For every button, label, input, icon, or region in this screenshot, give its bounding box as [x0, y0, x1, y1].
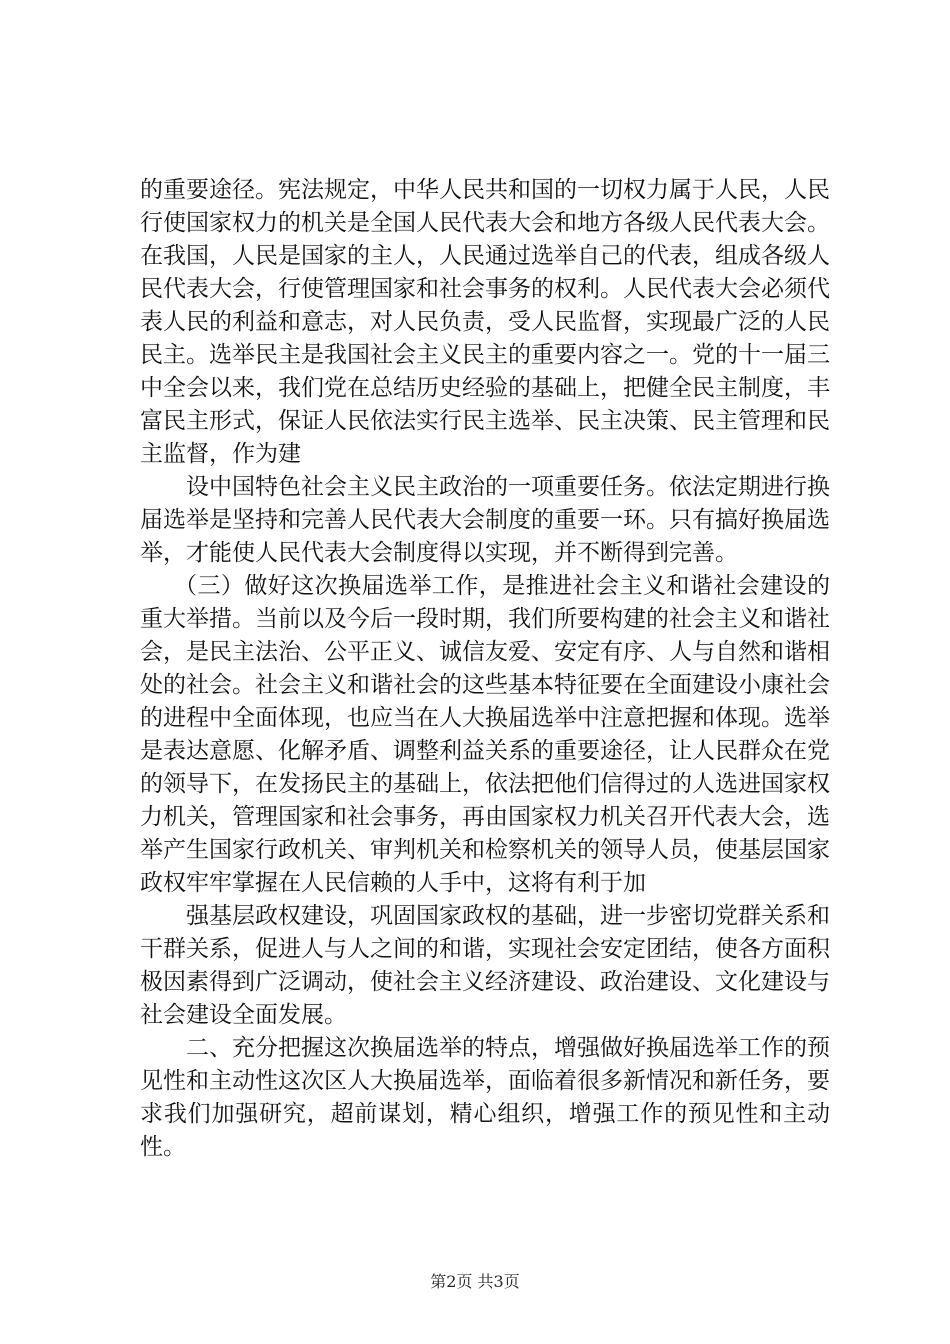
page-number-footer: 第2页 共3页 — [430, 1272, 520, 1291]
paragraph-4: 强基层政权建设，巩固国家政权的基础，进一步密切党群关系和干群关系，促进人与人之间的和谐，实现社会安定团结，使各方面积极因素得到广泛调动，使社会主义经济建设、政治建设、文化建设与社会建设全面发展。 — [140, 903, 830, 1028]
paragraph-2: 设中国特色社会主义民主政治的一项重要任务。依法定期进行换届选举是坚持和完善人民代表大会制度的重要一环。只有搞好换届选举，才能使人民代表大会制度得以实现，并不断得到完善。 — [140, 474, 830, 566]
document-body — [140, 174, 830, 1164]
paragraph-5: 二、充分把握这次换届选举的特点，增强做好换届选举工作的预见性和主动性这次区人大换届选举，面临着很多新情况和新任务，要求我们加强研究，超前谋划，精心组织，增强工作的预见性和主动性。 — [140, 1035, 830, 1160]
paragraph-3: （三）做好这次换届选举工作，是推进社会主义和谐社会建设的重大举措。当前以及今后一段时期，我们所要构建的社会主义和谐社会，是民主法治、公平正义、诚信友爱、安定有序、人与自然和谐相处的社会。社会主义和谐社会的这些基本特征要在全面建设小康社会的进程中全面体现，也应当在人大换届选举中注意把握和体现。选举是表达意愿、化解矛盾、调整利益关系的重要途径，让人民群众在党的领导下，在发扬民主的基础上，依法把他们信得过的人选进国家权力机关，管理国家和社会事务，再由国家权力机关召开代表大会，选举产生国家行政机关、审判机关和检察机关的领导人员，使基层国家政权牢牢掌握在人民信赖的人手中，这将有利于加 — [140, 573, 830, 896]
paragraph-1: 的重要途径。宪法规定，中华人民共和国的一切权力属于人民，人民行使国家权力的机关是全国人民代表大会和地方各级人民代表大会。在我国，人民是国家的主人，人民通过选举自己的代表，组成各级人民代表大会，行使管理国家和社会事务的权利。人民代表大会必须代表人民的利益和意志，对人民负责，受人民监督，实现最广泛的人民民主。选举民主是我国社会主义民主的重要内容之一。党的十一届三中全会以来，我们党在总结历史经验的基础上，把健全民主制度，丰富民主形式，保证人民依法实行民主选举、民主决策、民主管理和民主监督，作为建 — [140, 177, 830, 467]
